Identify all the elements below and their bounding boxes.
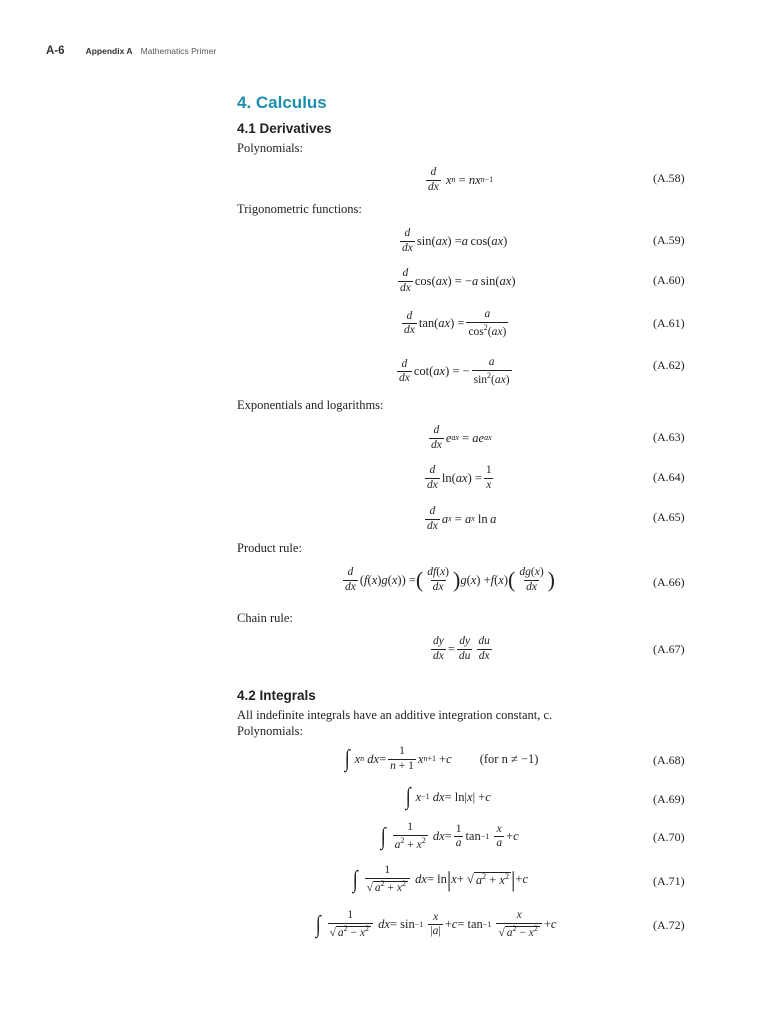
equation-a64: $\frac{d}{dx}$ ln( ax ) = $\frac{1}{x}$ (427, 464, 492, 491)
integrals-intro: All indefinite integrals have an additive integration constant, c. (237, 708, 553, 722)
appendix-subject: Mathematics Primer (140, 46, 217, 56)
equation-a71: ∫ $\frac{1}{√ a^2 + x^2}$ dx = ln | x + √ $a^2 + x^2$ | + c (352, 864, 529, 894)
equation-number: (A.69) (653, 792, 685, 806)
polynomials-label: Polynomials: (237, 141, 303, 155)
equation-number: (A.60) (653, 273, 685, 287)
equation-a62: $\frac{d}{dx}$ cot( ax ) = − $\frac{a}{\sin^2(ax)}$ (399, 356, 510, 386)
derivatives-heading: 4.1 Derivatives (237, 121, 332, 136)
equation-a66: $\frac{d}{dx}$ ( f ( x ) g ( x )) = ( $\frac{df(x)}{dx}$ ) g ( x ) + f ( x ) ( $\frac{dg(x)}{dx}$ ) (345, 566, 555, 593)
exp-log-label: Exponentials and logarithms: (237, 398, 384, 412)
equation-number: (A.62) (653, 358, 685, 372)
equation-number: (A.70) (653, 830, 685, 844)
equation-number: (A.66) (653, 575, 685, 589)
equation-a72: ∫ $\frac{1}{√ a^2 - x^2}$ dx = sin −1 $\frac{x}{|a|}$ + c = tan −1 $\frac{x}{√ a^2 - x^2}$ + c (315, 909, 557, 939)
equation-a68: ∫ x n dx = $\frac{1}{n + 1}$ x n+1 + c (for n ≠ −1) (344, 745, 539, 772)
equation-a61: $\frac{d}{dx}$ tan( ax ) = $\frac{a}{\cos^2(ax)}$ (404, 308, 507, 338)
equation-a59: $\frac{d}{dx}$ sin( ax ) = a cos( ax ) (402, 227, 508, 254)
section-title: 4. Calculus (237, 93, 327, 112)
equation-number: (A.63) (653, 430, 685, 444)
equation-number: (A.58) (653, 171, 685, 185)
equation-number: (A.68) (653, 753, 685, 767)
equation-number: (A.61) (653, 316, 685, 330)
integral-polynomials-label: Polynomials: (237, 724, 303, 738)
product-rule-label: Product rule: (237, 541, 302, 555)
integral-condition: (for n ≠ −1) (479, 751, 539, 766)
chain-rule-label: Chain rule: (237, 611, 293, 625)
trig-label: Trigonometric functions: (237, 202, 362, 216)
equation-a65: $\frac{d}{dx}$ a x = a x ln a (427, 505, 497, 532)
equation-a58: $\frac{d}{dx}$ x n = nx n−1 (428, 166, 494, 193)
equation-a63: $\frac{d}{dx}$ e ax = ae ax (431, 424, 492, 451)
equation-number: (A.67) (653, 642, 685, 656)
equation-number: (A.72) (653, 918, 685, 932)
equation-a70: ∫ $\frac{1}{a^2 + x^2}$ dx = $\frac{1}{a}$ tan −1 $\frac{x}{a}$ + c (380, 821, 519, 851)
equation-number: (A.71) (653, 874, 685, 888)
equation-number: (A.64) (653, 470, 685, 484)
page-number: A-6 (46, 45, 65, 57)
appendix-label: Appendix A (85, 46, 133, 56)
equation-number: (A.59) (653, 233, 685, 247)
running-header (46, 45, 216, 57)
equation-a67: $\frac{dy}{dx}$ = $\frac{dy}{du}$ $\frac{du}{dx}$ (433, 635, 490, 662)
equation-a60: $\frac{d}{dx}$ cos( ax ) = − a sin( ax ) (400, 267, 516, 294)
equation-number: (A.65) (653, 510, 685, 524)
equation-a69: ∫ x −1 dx = ln| x | + c (405, 784, 491, 810)
integrals-heading: 4.2 Integrals (237, 688, 316, 703)
